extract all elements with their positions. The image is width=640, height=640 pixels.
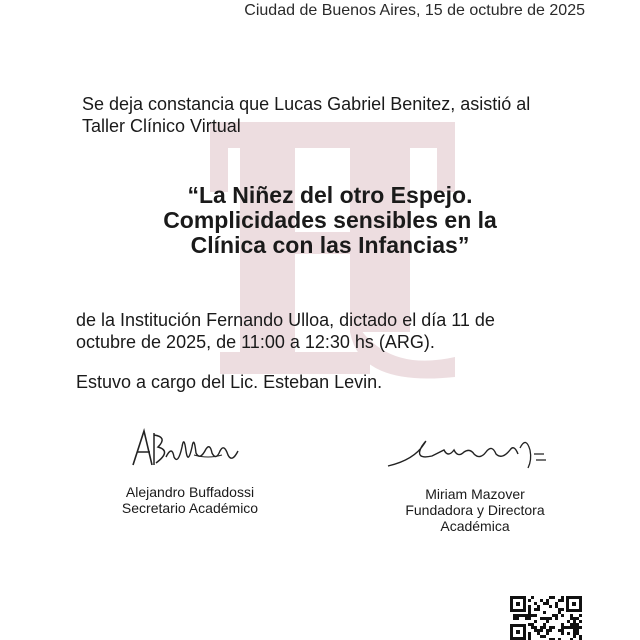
details-line: octubre de 2025, de 11:00 a 12:30 hs (ARG). bbox=[76, 332, 435, 352]
title-line: “La Niñez del otro Espejo. bbox=[187, 182, 473, 208]
title-line: Complicidades sensibles en la bbox=[163, 207, 497, 233]
signer-role: Fundadora y Directora bbox=[405, 502, 545, 518]
workshop-details bbox=[76, 309, 596, 353]
signature-buffadossi bbox=[128, 425, 248, 475]
signer-block bbox=[100, 484, 280, 516]
intro-line: Se deja constancia que Lucas Gabriel Benitez, asistió al bbox=[82, 94, 531, 114]
workshop-title bbox=[120, 183, 540, 258]
signature-mazover bbox=[384, 430, 554, 475]
signer-role: Secretario Académico bbox=[121, 500, 259, 516]
signer-name: Miriam Mazover bbox=[425, 486, 525, 502]
qr-code-icon[interactable] bbox=[510, 596, 582, 640]
title-line: Clínica con las Infancias” bbox=[190, 232, 470, 258]
instructor-statement: Estuvo a cargo del Lic. Esteban Levin. bbox=[76, 372, 383, 392]
signer-block bbox=[380, 486, 570, 534]
signer-name: Alejandro Buffadossi bbox=[125, 484, 255, 500]
intro-line: Taller Clínico Virtual bbox=[82, 116, 241, 136]
document-date: Ciudad de Buenos Aires, 15 de octubre de 2025 bbox=[244, 2, 585, 19]
attendance-statement bbox=[82, 93, 582, 137]
signer-role: Académica bbox=[440, 518, 510, 534]
details-line: de la Institución Fernando Ulloa, dictado el día 11 de bbox=[76, 310, 495, 330]
